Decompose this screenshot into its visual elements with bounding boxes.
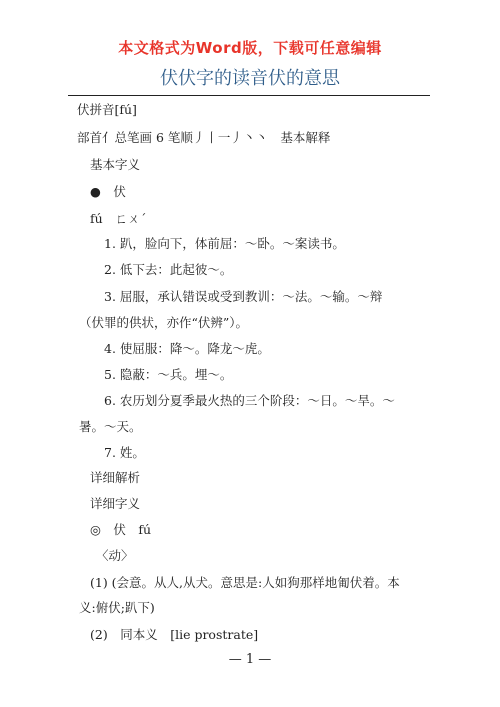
character-entry: ● 伏 <box>90 184 126 199</box>
title-divider <box>68 95 430 96</box>
document-banner: 本文格式为Word版，下载可任意编辑 <box>118 39 382 57</box>
page-number: — 1 — <box>228 652 272 667</box>
document-title: 伏伏字的读音伏的意思 <box>160 68 340 89</box>
definition-item: 1. 趴，脸向下，体前屈：～卧。～案读书。 <box>104 236 345 251</box>
part-of-speech: 〈动〉 <box>96 548 134 563</box>
pinyin-line: 伏拼音[fú] <box>77 102 137 117</box>
definition-item: 7. 姓。 <box>104 445 145 460</box>
definition-item: 3. 屈服，承认错误或受到教训：～法。～输。～辩 <box>104 289 383 304</box>
section-heading-detailed: 详细解析 <box>90 470 141 485</box>
pronunciation-line: fú ㄈㄨˊ <box>90 211 147 226</box>
definition-item-continued: 暑。～天。 <box>79 419 142 434</box>
definition-item: 4. 使屈服：降～。降龙～虎。 <box>104 341 270 356</box>
definition-item: 6. 农历划分夏季最火热的三个阶段：～日。～旱。～ <box>104 393 395 408</box>
definition-item: 2. 低下去：此起彼～。 <box>104 262 233 277</box>
section-heading-basic: 基本字义 <box>90 157 141 172</box>
detailed-definition: (2) 同本义 [lie prostrate] <box>90 627 259 642</box>
character-entry-detailed: ◎ 伏 fú <box>90 522 152 537</box>
detailed-definition: (1) (会意。从人,从犬。意思是:人如狗那样地匍伏着。本 <box>90 575 400 590</box>
detailed-definition-continued: 义:俯伏;趴下) <box>79 600 155 615</box>
definition-item: 5. 隐蔽：～兵。埋～。 <box>104 367 233 382</box>
section-subheading: 详细字义 <box>90 496 141 511</box>
radical-strokes-line: 部首亻总笔画 6 笔顺丿丨一丿丶丶 基本解释 <box>77 130 331 145</box>
definition-item-continued: （伏罪的供状，亦作“伏辨”）。 <box>79 315 249 330</box>
